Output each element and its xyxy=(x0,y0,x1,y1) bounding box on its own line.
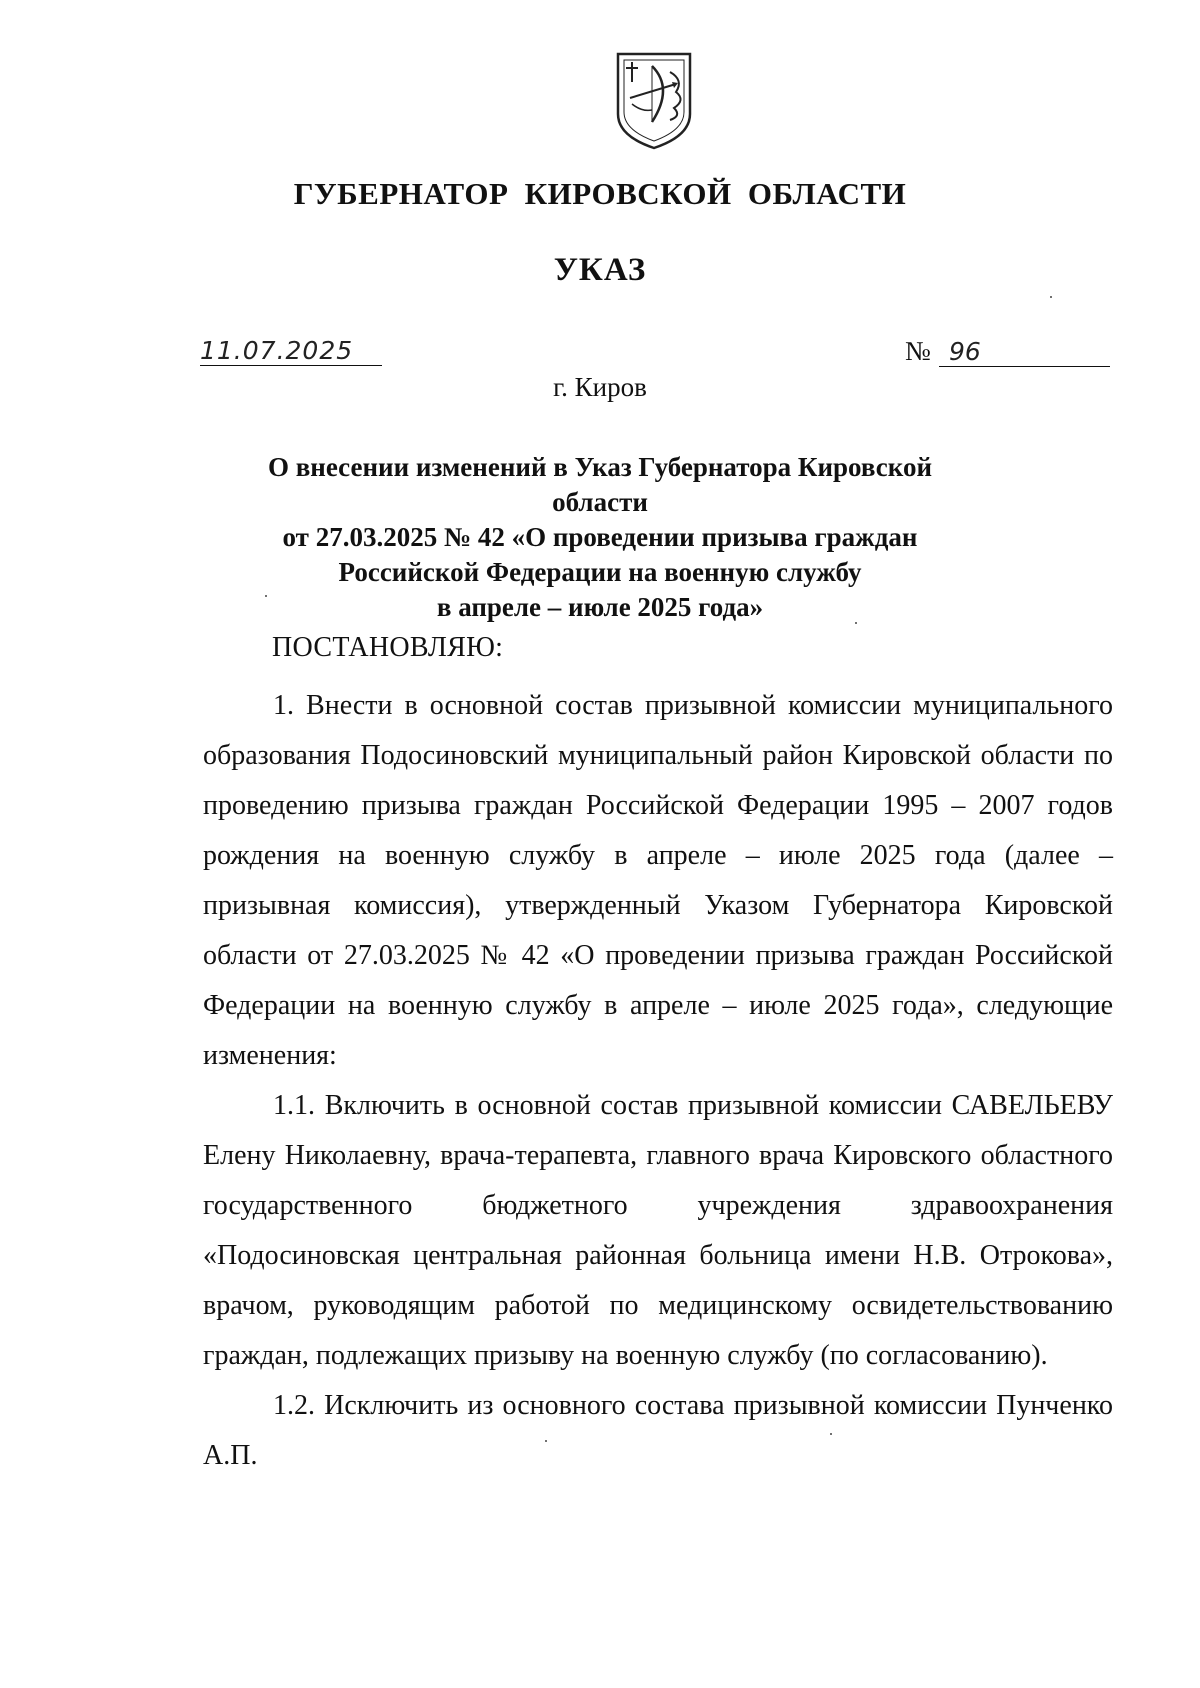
number-underline xyxy=(939,338,1110,367)
handwritten-number: 96 xyxy=(949,337,981,366)
scan-speck xyxy=(855,622,857,624)
document-body xyxy=(203,681,1113,1481)
paragraph: 1.1. Включить в основной состав призывной комиссии САВЕЛЬЕВУ Елену Николаевну, врача-терапевта, главного врача Кировского областного государственного бюджетного учреждения здравоохранения «Подосиновская центральная районная больница имени Н.В. Отрокова», врачом, руководящим работой по медицинскому освидетельствованию граждан, подлежащих призыву на военную службу (по согласованию). xyxy=(203,1090,1113,1371)
paragraph: 1. Внести в основной состав призывной комиссии муниципального образования Подосиновский муниципальный район Кировской области по проведению призыва граждан Российской Федерации 1995 – 2007 годов рождения на военную службу в апреле – июле 2025 года (далее – призывная комиссия), утвержденный Указом Губернатора Кировской области от 27.03.2025 № 42 «О проведении призыва граждан Российской Федерации на военную службу в апреле – июле 2025 года», следующие изменения: xyxy=(203,690,1113,1071)
document-subject xyxy=(230,450,970,625)
subject-line: в апреле – июле 2025 года» xyxy=(436,592,764,622)
scan-speck xyxy=(830,1433,832,1435)
scan-speck xyxy=(545,1440,547,1442)
number-sign: № xyxy=(905,336,931,366)
number-field xyxy=(905,337,1110,367)
document-type: УКАЗ xyxy=(553,252,647,288)
subject-line: О внесении изменений в Указ Губернатора Кировской области xyxy=(267,452,933,517)
scan-speck xyxy=(1050,296,1052,298)
city-name: г. Киров xyxy=(553,372,647,402)
scan-speck xyxy=(265,595,267,597)
paragraph: 1.2. Исключить из основного состава призывной комиссии Пунченко А.П. xyxy=(203,1390,1113,1471)
date-field xyxy=(200,337,382,366)
authority-title: ГУБЕРНАТОР КИРОВСКОЙ ОБЛАСТИ xyxy=(293,176,907,211)
handwritten-date: 11.07.2025 xyxy=(200,336,354,365)
decree-word: ПОСТАНОВЛЯЮ: xyxy=(272,632,504,663)
subject-line: от 27.03.2025 № 42 «О проведении призыва граждан xyxy=(282,522,918,552)
coat-of-arms-icon xyxy=(612,48,696,152)
subject-line: Российской Федерации на военную службу xyxy=(338,557,862,587)
